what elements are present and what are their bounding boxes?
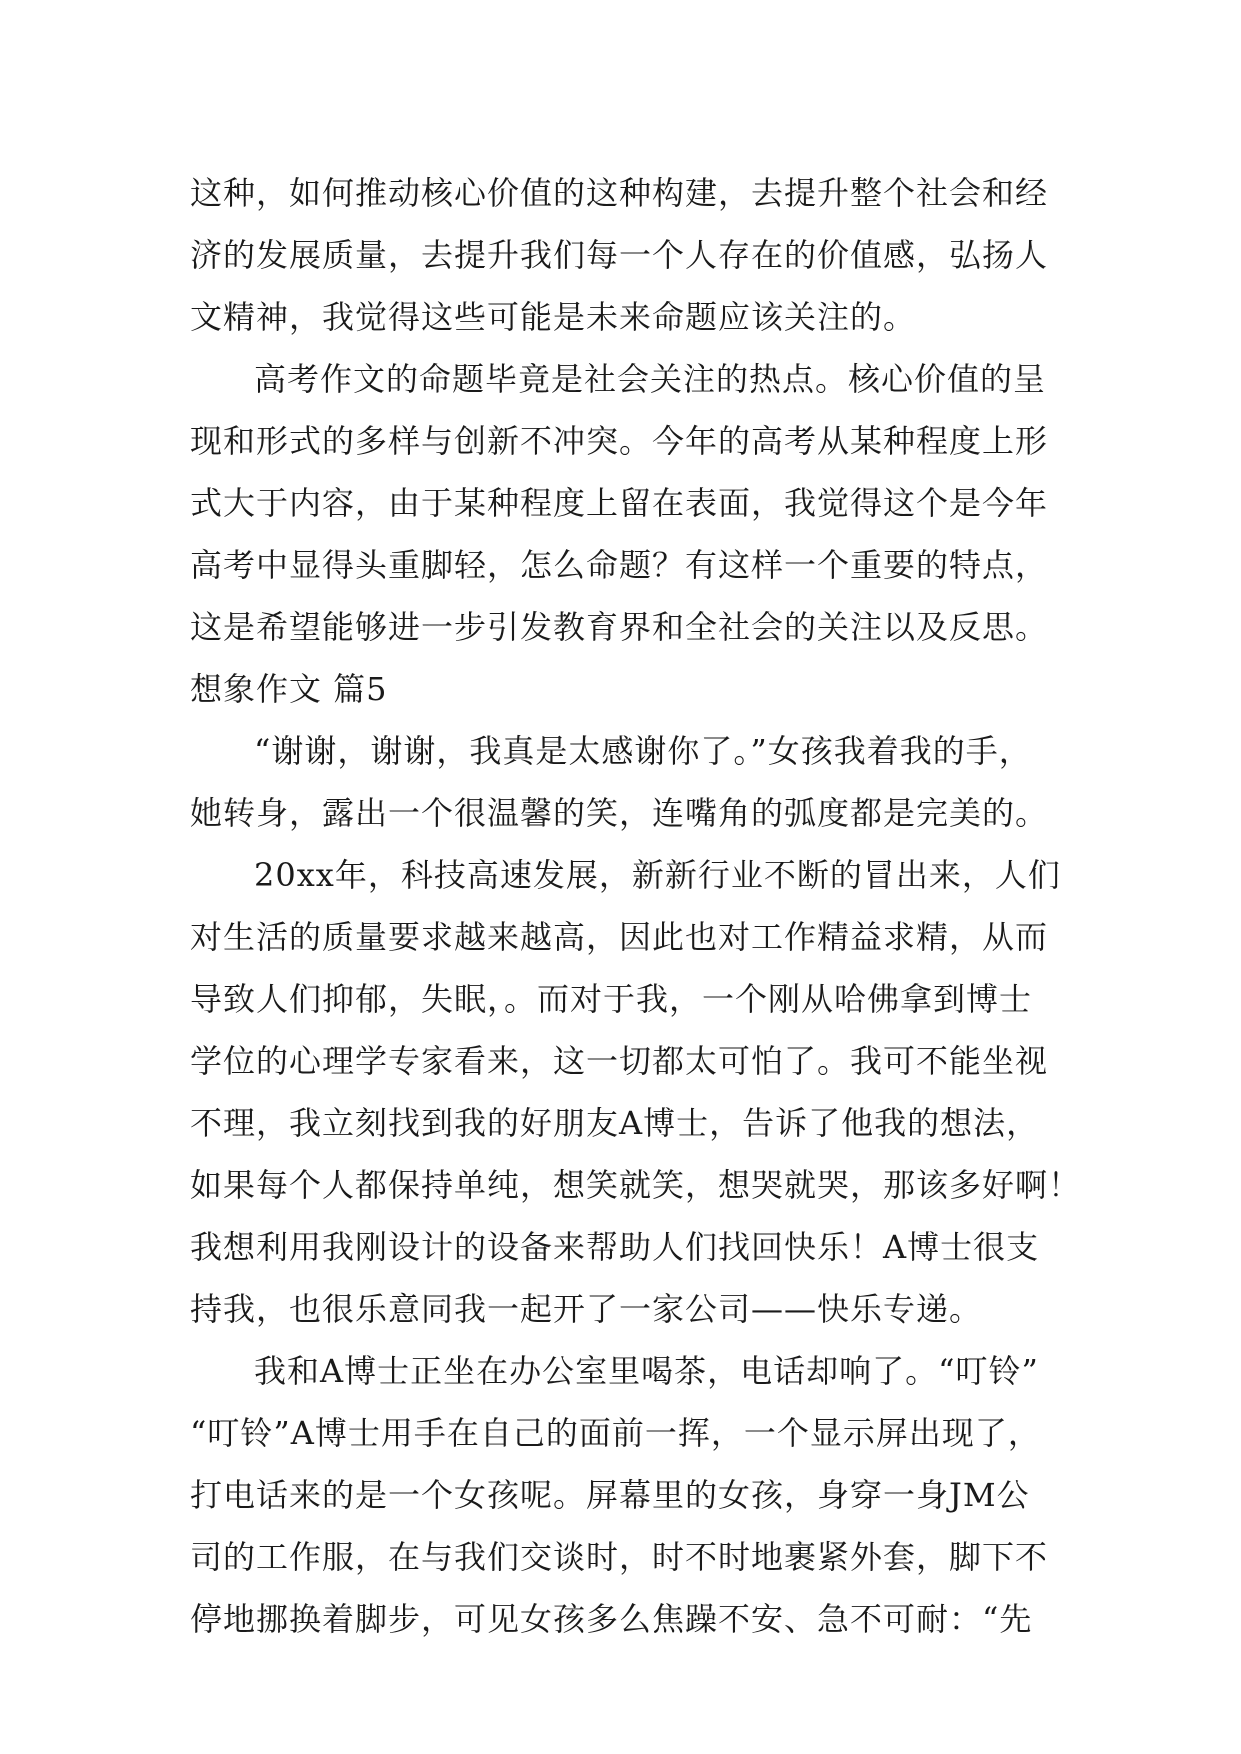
text-line: 学位的心理学专家看来，这一切都太可怕了。我可不能坐视 (190, 1042, 1049, 1080)
text-line: “谢谢，谢谢，我真是太感谢你了。”女孩我着我的手， (254, 732, 1032, 770)
text-line: 打电话来的是一个女孩呢。屏幕里的女孩，身穿一身JM公 (190, 1476, 1030, 1514)
text-line: 高考中显得头重脚轻，怎么命题？有这样一个重要的特点， (190, 546, 1049, 584)
text-line: 高考作文的命题毕竟是社会关注的热点。核心价值的呈 (254, 360, 1047, 398)
text-line: 她转身，露出一个很温馨的笑，连嘴角的弧度都是完美的。 (190, 794, 1049, 832)
paragraph-5 (190, 1340, 1090, 1650)
section-heading: 想象作文 篇5 (190, 670, 388, 708)
text-line: 20xx年，科技高速发展，新新行业不断的冒出来，人们 (254, 856, 1061, 894)
text-line: 这是希望能够进一步引发教育界和全社会的关注以及反思。 (190, 608, 1049, 646)
paragraph-2 (190, 348, 1090, 658)
text-line: 式大于内容，由于某种程度上留在表面，我觉得这个是今年 (190, 484, 1049, 522)
text-line: 文精神，我觉得这些可能是未来命题应该关注的。 (190, 298, 917, 336)
text-line: 不理，我立刻找到我的好朋友A博士，告诉了他我的想法， (190, 1104, 1040, 1142)
text-line: 现和形式的多样与创新不冲突。今年的高考从某种程度上形 (190, 422, 1049, 460)
text-line: 司的工作服，在与我们交谈时，时不时地裹紧外套，脚下不 (190, 1538, 1049, 1576)
text-line: 如果每个人都保持单纯，想笑就笑，想哭就哭，那该多好啊！ (190, 1166, 1082, 1204)
text-line: 济的发展质量，去提升我们每一个人存在的价值感，弘扬人 (190, 236, 1049, 274)
text-line: “叮铃”A博士用手在自己的面前一挥，一个显示屏出现了， (190, 1414, 1041, 1452)
text-line: 这种，如何推动核心价值的这种构建，去提升整个社会和经 (190, 174, 1049, 212)
text-line: 对生活的质量要求越来越高，因此也对工作精益求精，从而 (190, 918, 1049, 956)
document-body (190, 162, 1090, 1650)
paragraph-1 (190, 162, 1090, 348)
text-line: 持我，也很乐意同我一起开了一家公司——快乐专递。 (190, 1290, 983, 1328)
text-line: 我和A博士正坐在办公室里喝茶，电话却响了。“叮铃” (254, 1352, 1039, 1390)
paragraph-3 (190, 720, 1090, 844)
text-line: 我想利用我刚设计的设备来帮助人们找回快乐！A博士很支 (190, 1228, 1040, 1266)
paragraph-4 (190, 844, 1090, 1340)
text-line: 导致人们抑郁，失眠，。而对于我，一个刚从哈佛拿到博士 (190, 980, 1033, 1018)
text-line: 停地挪换着脚步，可见女孩多么焦躁不安、急不可耐：“先 (190, 1600, 1033, 1638)
